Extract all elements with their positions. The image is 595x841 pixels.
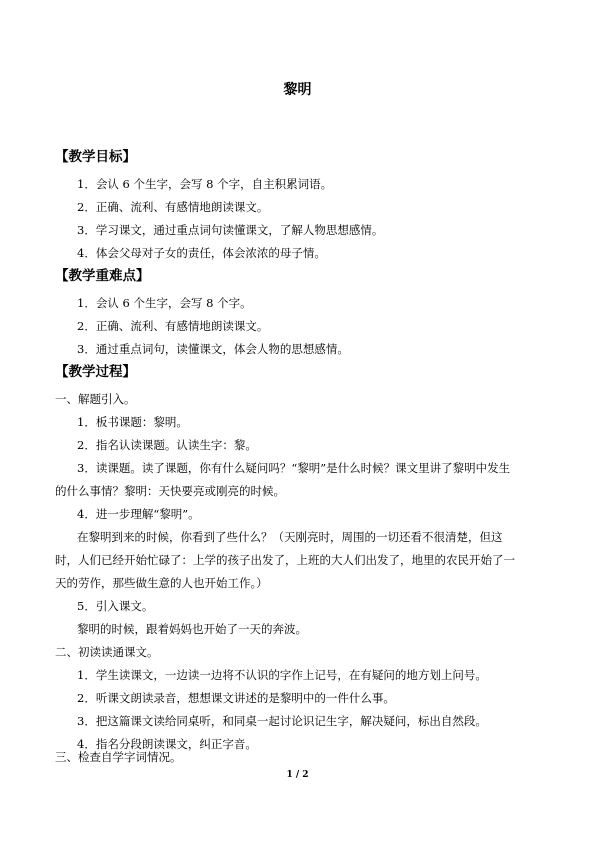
- keypoint-item: 3．通过重点词句，读懂课文，体会人物的思想感情。: [77, 342, 349, 356]
- process-line: 4．进一步理解“黎明”。: [77, 507, 200, 521]
- process-line: 的什么事情？黎明：天快要亮或刚亮的时候。: [55, 484, 285, 498]
- document-title: 黎明: [283, 82, 312, 98]
- heading-key-points: 【教学重难点】: [55, 268, 150, 284]
- process-line: 在黎明到来的时候，你看到了些什么？（天刚亮时，周围的一切还看不很清楚，但这: [77, 530, 503, 544]
- process-line: 3．把这篇课文读给同桌听，和同桌一起讨论识记生字，解决疑问，标出自然段。: [77, 714, 487, 728]
- process-line: 三、检查自学字词情况。: [55, 750, 182, 764]
- process-line: 1．板书课题：黎明。: [77, 415, 188, 429]
- goal-item: 1．会认 6 个生字，会写 8 个字，自主积累词语。: [77, 177, 333, 191]
- goal-item: 2．正确、流利、有感情地朗读课文。: [77, 200, 269, 214]
- process-line: 3．读课题。读了课题，你有什么疑问吗？“黎明”是什么时候？课文里讲了黎明中发生: [77, 461, 511, 475]
- process-line: 2．听课文朗读录音，想想课文讲述的是黎明中的一件什么事。: [77, 691, 395, 705]
- heading-teaching-process: 【教学过程】: [55, 364, 136, 380]
- process-line: 时，人们已经开始忙碌了：上学的孩子出发了，上班的大人们出发了，地里的农民开始了一: [55, 553, 515, 567]
- process-line: 一、解题引入。: [55, 392, 136, 406]
- process-line: 黎明的时候，跟着妈妈也开始了一天的奔波。: [77, 622, 307, 636]
- process-line: 1．学生读课文，一边读一边将不认识的字作上记号，在有疑问的地方划上问号。: [77, 668, 487, 682]
- goal-item: 3．学习课文，通过重点词句读懂课文，了解人物思想感情。: [77, 223, 384, 237]
- goal-item: 4．体会父母对子女的责任，体会浓浓的母子情。: [77, 246, 326, 260]
- keypoint-item: 2．正确、流利、有感情地朗读课文。: [77, 319, 269, 333]
- process-line: 2．指名认读课题。认读生字：黎。: [77, 438, 257, 452]
- page-number: 1 / 2: [286, 770, 309, 780]
- process-line: 5．引入课文。: [77, 599, 154, 613]
- process-line: 二、初读读通课文。: [55, 645, 159, 659]
- keypoint-item: 1．会认 6 个生字，会写 8 个字。: [77, 296, 252, 310]
- heading-teaching-goals: 【教学目标】: [55, 149, 136, 165]
- process-line: 天的劳作，那些做生意的人也开始工作。）: [55, 576, 268, 590]
- process-line: 4．指名分段朗读课文，纠正字音。: [77, 737, 257, 751]
